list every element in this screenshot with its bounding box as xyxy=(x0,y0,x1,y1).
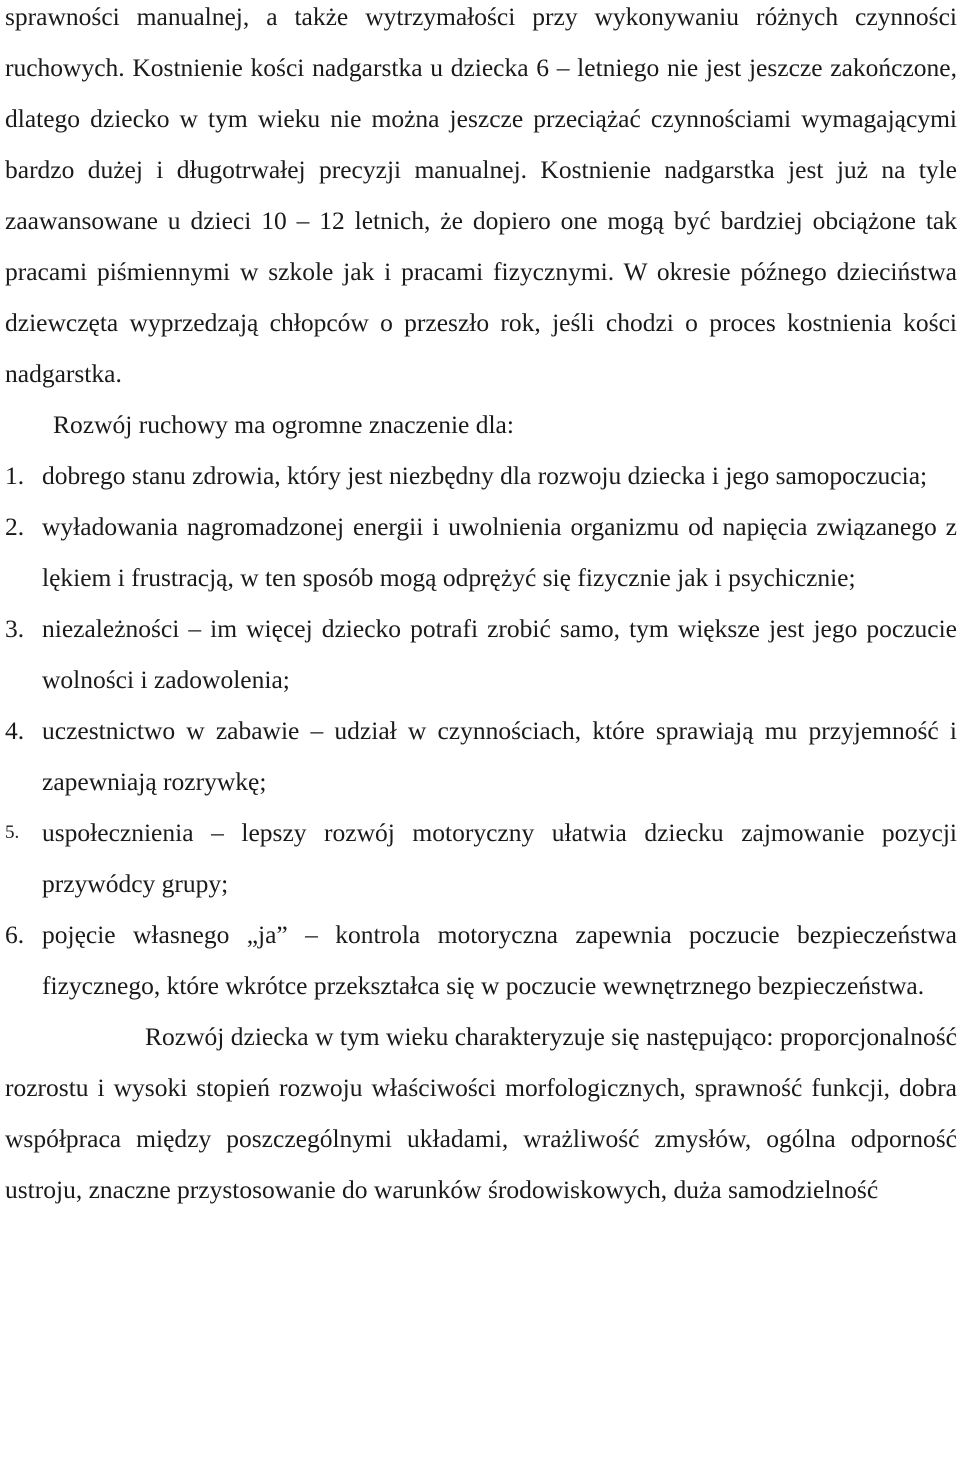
document-page xyxy=(5,0,957,1215)
list-item xyxy=(5,603,957,705)
list-item xyxy=(5,705,957,807)
list-intro: Rozwój ruchowy ma ogromne znaczenie dla: xyxy=(53,410,514,439)
list-item-text: dobrego stanu zdrowia, który jest niezbędny dla rozwoju dziecka i jego samopoczucia; xyxy=(42,461,928,490)
list-item xyxy=(5,450,957,501)
list-item-number: 3. xyxy=(5,614,25,643)
motor-development-list xyxy=(5,450,957,1011)
list-item-text: pojęcie własnego „ja” – kontrola motoryczna zapewnia poczucie bezpieczeństwa fizycznego, które wkrótce przekształca się w poczucie wewnętrznego bezpieczeństwa. xyxy=(42,920,957,1000)
list-item-number: 5. xyxy=(5,822,20,843)
paragraph-development-characteristics: Rozwój dziecka w tym wieku charakteryzuje się następująco: proporcjonalność rozrostu i wysoki stopień rozwoju właściwości morfologicznych, sprawność funkcji, dobra współpraca między poszczególnymi układami, wrażliwość zmysłów, ogólna odporność ustroju, znaczne przystosowanie do warunków środowiskowych, duża samodzielność xyxy=(5,1022,957,1204)
list-item-text: uczestnictwo w zabawie – udział w czynnościach, które sprawiają mu przyjemność i zapewniają rozrywkę; xyxy=(42,716,957,796)
list-item-number: 6. xyxy=(5,920,25,949)
list-item xyxy=(5,501,957,603)
list-item xyxy=(5,807,957,909)
list-item-text: uspołecznienia – lepszy rozwój motoryczny ułatwia dziecku zajmowanie pozycji przywódcy grupy; xyxy=(42,818,957,898)
list-item-text: wyładowania nagromadzonej energii i uwolnienia organizmu od napięcia związanego z lękiem i frustracją, w ten sposób mogą odprężyć się fizycznie jak i psychicznie; xyxy=(42,512,957,592)
list-item-number: 4. xyxy=(5,716,25,745)
paragraph-ossification: sprawności manualnej, a także wytrzymałości przy wykonywaniu różnych czynności ruchowych. Kostnienie kości nadgarstka u dziecka 6 – letniego nie jest jeszcze zakończone, dlatego dziecko w tym wieku nie można jeszcze przeciążać czynnościami wymagającymi bardzo dużej i długotrwałej precyzji manualnej. Kostnienie nadgarstka jest już na tyle zaawansowane u dzieci 10 – 12 letnich, że dopiero one mogą być bardziej obciążone tak pracami piśmiennymi w szkole jak i pracami fizycznymi. W okresie późnego dzieciństwa dziewczęta wyprzedzają chłopców o przeszło rok, jeśli chodzi o proces kostnienia kości nadgarstka. xyxy=(5,2,957,388)
list-item-number: 2. xyxy=(5,512,25,541)
list-item-number: 1. xyxy=(5,461,25,490)
list-item xyxy=(5,909,957,1011)
list-item-text: niezależności – im więcej dziecko potrafi zrobić samo, tym większe jest jego poczucie wolności i zadowolenia; xyxy=(42,614,957,694)
